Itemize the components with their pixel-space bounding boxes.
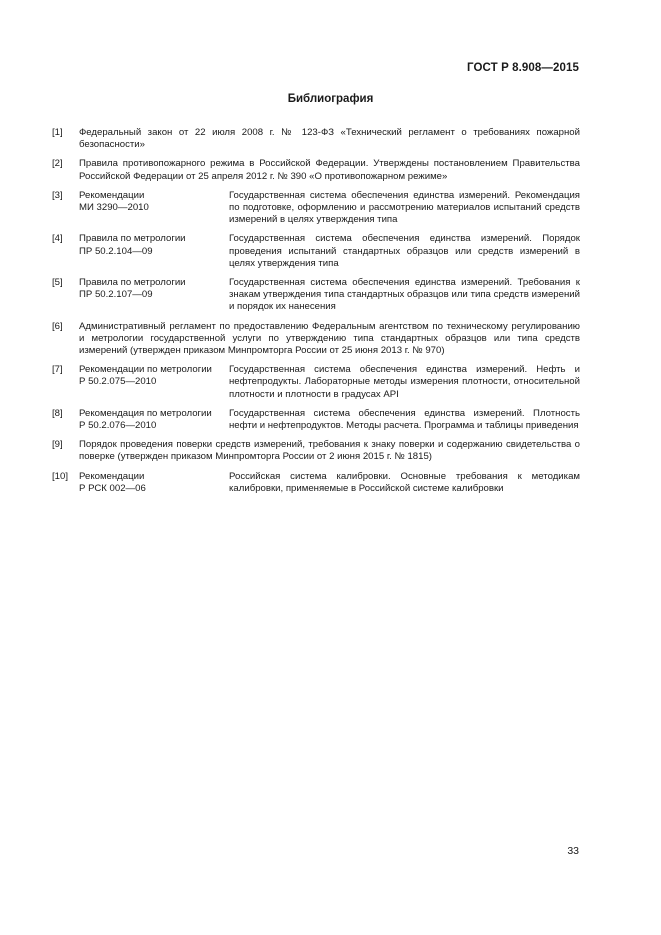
bibliography-entry — [52, 471, 580, 495]
reference-type: Рекомендации — [79, 189, 145, 201]
reference-code: ПР 50.2.107—09 — [79, 289, 153, 301]
reference-type: Рекомендация по метрологии — [79, 407, 212, 419]
entry-number: [7] — [52, 364, 63, 376]
reference-code: Р РСК 002—06 — [79, 482, 146, 494]
entry-description: Государственная система обеспечения единства измерений. Порядок проведения испытаний стандартных образцов или средств измерений в целях утверждения типа — [229, 233, 580, 269]
bibliography-entry — [52, 408, 580, 432]
bibliography-entry — [52, 127, 580, 151]
entry-description: Государственная система обеспечения единства измерений. Требования к знакам утверждения типа стандартных образцов или типа средств измерений и порядок их нанесения — [229, 277, 580, 313]
entry-number: [6] — [52, 320, 63, 332]
entry-number: [10] — [52, 470, 69, 482]
reference-code: Р 50.2.075—2010 — [79, 376, 157, 388]
entry-reference — [79, 364, 229, 401]
entry-reference — [79, 277, 229, 314]
entry-reference — [79, 408, 229, 432]
entry-number: [1] — [52, 127, 63, 138]
page-number: 33 — [567, 845, 579, 857]
reference-code: ПР 50.2.104—09 — [79, 245, 153, 257]
entry-description: Российская система калибровки. Основные требования к методикам калибровки, применяемые в Российской системе калибровки — [229, 470, 580, 494]
entry-number: [9] — [52, 439, 63, 451]
reference-type: Правила по метрологии — [79, 277, 186, 289]
entry-text: Порядок проведения поверки средств измерений, требования к знаку поверки и содержанию свидетельства о поверке (утвержден приказом Минпромторга России от 2 июня 2015 г. № 1815) — [79, 439, 580, 463]
bibliography-list — [52, 127, 580, 502]
entry-text: Правила противопожарного режима в Российской Федерации. Утверждены постановлением Правительства Российской Федерации от 25 апреля 2012 г. № 390 «О противопожарном режиме» — [79, 158, 580, 182]
reference-type: Правила по метрологии — [79, 233, 186, 245]
bibliography-entry — [52, 364, 580, 401]
page-title: Библиография — [287, 93, 374, 105]
bibliography-entry — [52, 439, 580, 463]
bibliography-entry — [52, 158, 580, 182]
entry-number: [2] — [52, 158, 63, 170]
document-code: ГОСТ Р 8.908—2015 — [467, 62, 579, 74]
reference-code: МИ 3290—2010 — [79, 202, 149, 214]
entry-number: [8] — [52, 407, 63, 419]
entry-text: Административный регламент по предоставлению Федеральным агентством по техническому регулированию и метрологии государственной услуги по утверждению типа стандартных образцов или типа средств измерений (утвержден приказом Минпромторга России от 25 июня 2013 г. № 970) — [79, 320, 580, 357]
entry-description: Государственная система обеспечения единства измерений. Рекомендация по подготовке, оформлению и рассмотрению материалов испытаний средств измерений в целях утверждения типа — [229, 189, 580, 226]
bibliography-entry — [52, 190, 580, 227]
entry-text: Федеральный закон от 22 июля 2008 г. № 123-ФЗ «Технический регламент о требованиях пожарной безопасности» — [79, 127, 580, 151]
entry-description: Государственная система обеспечения единства измерений. Нефть и нефтепродукты. Лабораторные методы измерения плотности, относительной плотности и плотности в градусах API — [229, 364, 580, 400]
entry-description: Государственная система обеспечения единства измерений. Плотность нефти и нефтепродуктов. Методы расчета. Программа и таблицы приведения — [229, 407, 580, 432]
entry-number: [3] — [52, 189, 63, 201]
bibliography-entry — [52, 321, 580, 358]
bibliography-entry — [52, 277, 580, 314]
reference-type: Рекомендации по метрологии — [79, 364, 212, 376]
entry-number: [5] — [52, 277, 63, 289]
reference-type: Рекомендации — [79, 470, 145, 482]
reference-code: Р 50.2.076—2010 — [79, 420, 157, 432]
entry-reference — [79, 233, 229, 270]
entry-number: [4] — [52, 233, 63, 245]
bibliography-entry — [52, 233, 580, 270]
entry-reference — [79, 190, 229, 227]
entry-reference — [79, 471, 229, 495]
